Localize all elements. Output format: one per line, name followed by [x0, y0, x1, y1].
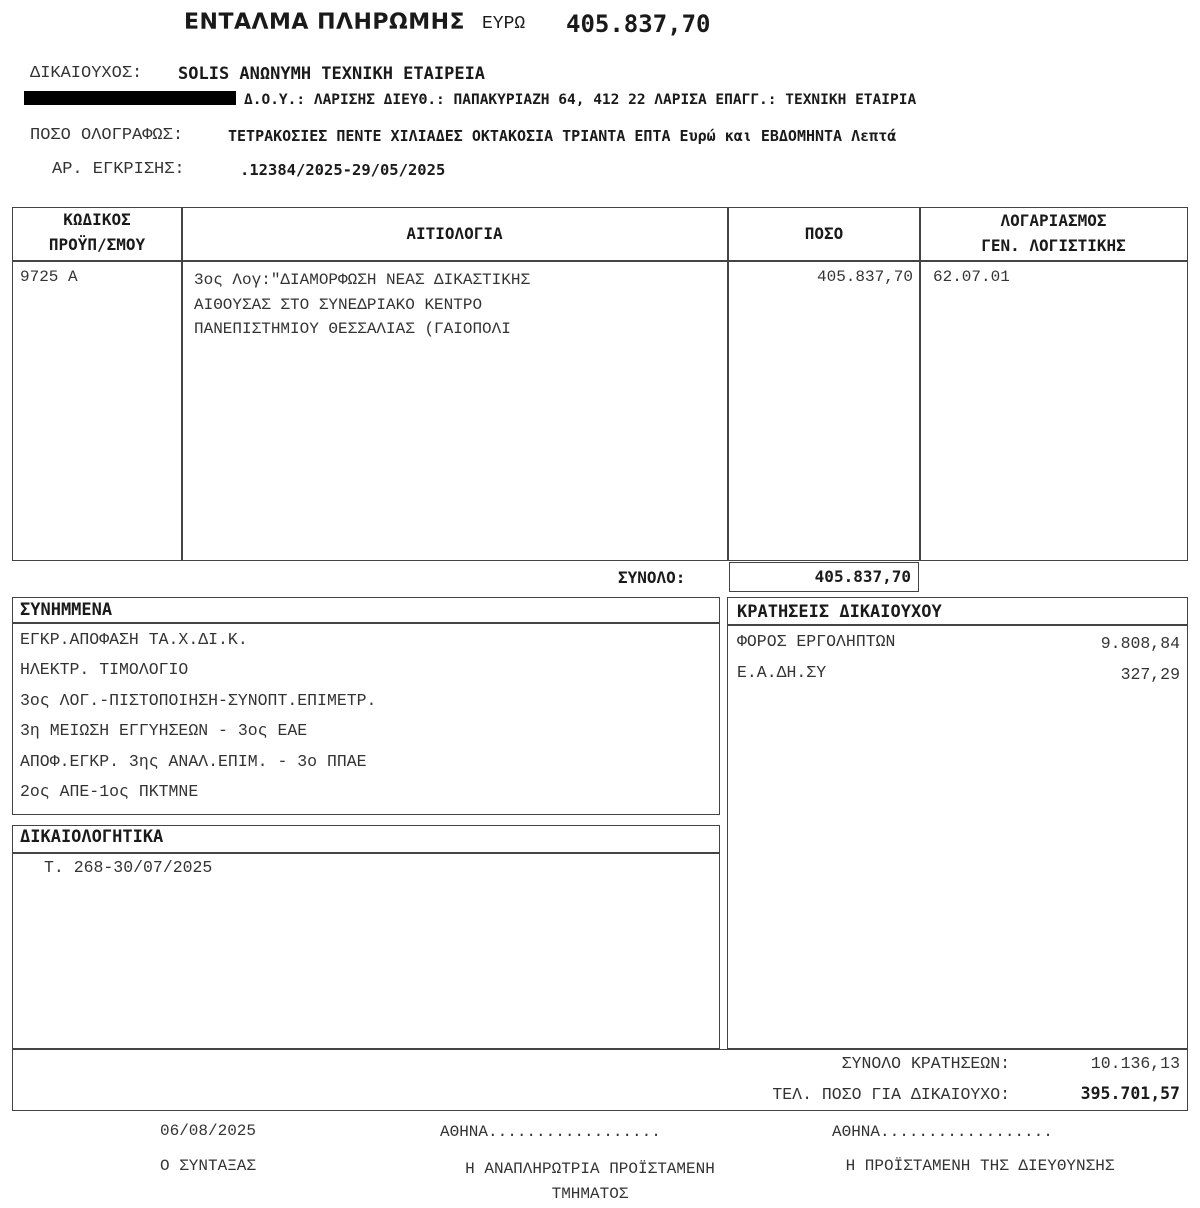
attachment-item: 3η ΜΕΙΩΣΗ ΕΓΓΥΗΣΕΩΝ - 3ος ΕΑΕ: [20, 721, 308, 740]
attachment-item: 2ος ΑΠΕ-1ος ΠΚΤΜΝΕ: [20, 782, 199, 801]
redaction-bar: [24, 91, 236, 105]
total-deductions-label: ΣΥΝΟΛΟ ΚΡΑΤΗΣΕΩΝ:: [841, 1054, 1010, 1073]
net-amount-label: ΤΕΛ. ΠΟΣΟ ΓΙΑ ΔΙΚΑΙΟΥΧΟ:: [772, 1085, 1010, 1104]
deductions-title: ΚΡΑΤΗΣΕΙΣ ΔΙΚΑΙΟΥΧΟΥ: [737, 602, 942, 622]
signature-date: 06/08/2025: [159, 1122, 256, 1140]
signature-deputy-line2: ΤΜΗΜΑΤΟΣ: [551, 1185, 629, 1203]
col-header-code-line2: ΠΡΟΫΠ/ΣΜΟΥ: [48, 235, 146, 254]
signature-deputy: [400, 1157, 780, 1207]
beneficiary-label: ΔΙΚΑΙΟΥΧΟΣ:: [30, 64, 143, 83]
supporting-docs-title: ΔΙΚΑΙΟΛΟΓΗΤΙΚΑ: [20, 827, 164, 847]
col-header-code: [14, 207, 180, 257]
row-reason-line: 3ος Λογ:"ΔΙΑΜΟΡΦΩΣΗ ΝΕΑΣ ΔΙΚΑΣΤΙΚΗΣ: [194, 271, 531, 289]
beneficiary-name: SOLIS ΑΝΩΝΥΜΗ ΤΕΧΝΙΚΗ ΕΤΑΙΡΕΙΑ: [178, 64, 486, 84]
table-col-divider: [181, 207, 183, 561]
signature-place-1: ΑΘΗΝΑ..................: [440, 1123, 661, 1141]
row-account: 62.07.01: [933, 268, 1010, 286]
attachment-item: ΗΛΕΚΤΡ. ΤΙΜΟΛΟΓΙΟ: [20, 660, 189, 679]
amount-words-text: ΤΕΤΡΑΚΟΣΙΕΣ ΠΕΝΤΕ ΧΙΛΙΑΔΕΣ ΟΚΤΑΚΟΣΙΑ ΤΡΙΑΝΤΑ ΕΠΤΑ Ευρώ και ΕΒΔΟΜΗΝΤΑ Λεπτά: [228, 127, 897, 145]
table-total-value: 405.837,70: [814, 567, 911, 586]
table-header-divider: [12, 260, 1188, 262]
col-header-code-line1: ΚΩΔΙΚΟΣ: [63, 210, 131, 229]
attachment-item: ΕΓΚΡ.ΑΠΟΦΑΣΗ ΤΑ.Χ.ΔΙ.Κ.: [20, 630, 248, 649]
col-header-amount: ΠΟΣΟ: [804, 224, 844, 243]
deductions-header-divider: [727, 624, 1188, 626]
amount-words-label: ΠΟΣΟ ΟΛΟΓΡΑΦΩΣ:: [30, 126, 184, 145]
deduction-label: ΦΟΡΟΣ ΕΡΓΟΛΗΠΤΩΝ: [737, 632, 896, 651]
attachments-title: ΣΥΝΗΜΜΕΝΑ: [20, 600, 113, 620]
net-amount-value: 395.701,57: [1080, 1084, 1180, 1103]
row-amount: 405.837,70: [816, 268, 913, 286]
row-reason-line: ΠΑΝΕΠΙΣΤΗΜΙΟΥ ΘΕΣΣΑΛΙΑΣ (ΓΑΙΟΠΟΛΙ: [194, 320, 511, 338]
supporting-docs-header-divider: [12, 852, 720, 854]
document-title: ΕΝΤΑΛΜΑ ΠΛΗΡΩΜΗΣ: [184, 10, 466, 35]
supporting-doc-item: Τ. 268-30/07/2025: [44, 858, 213, 877]
col-header-account-line1: ΛΟΓΑΡΙΑΣΜΟΣ: [1000, 211, 1107, 230]
deduction-value: 9.808,84: [1100, 634, 1180, 653]
beneficiary-details: Δ.Ο.Υ.: ΛΑΡΙΣΗΣ ΔΙΕΥΘ.: ΠΑΠΑΚΥΡΙΑΖΗ 64, 412 22 ΛΑΡΙΣΑ ΕΠΑΓΓ.: ΤΕΧΝΙΚΗ ΕΤΑΙΡΙΑ: [244, 92, 917, 108]
table-col-divider: [919, 207, 921, 561]
currency-label: ΕΥΡΩ: [482, 14, 526, 34]
col-header-account-line2: ΓΕΝ. ΛΟΓΙΣΤΙΚΗΣ: [981, 236, 1126, 255]
col-header-reason: ΑΙΤΙΟΛΟΓΙΑ: [406, 224, 503, 243]
attachments-header-divider: [12, 622, 720, 624]
deduction-value: 327,29: [1120, 665, 1180, 684]
table-col-divider: [727, 207, 729, 561]
approval-label: ΑΡ. ΕΓΚΡΙΣΗΣ:: [52, 160, 185, 179]
signature-director: Η ΠΡΟΪΣΤΑΜΕΝΗ ΤΗΣ ΔΙΕΥΘΥΝΣΗΣ: [845, 1157, 1115, 1175]
header-amount: 405.837,70: [566, 10, 711, 38]
attachment-item: ΑΠΟΦ.ΕΓΚΡ. 3ης ΑΝΑΛ.ΕΠΙΜ. - 3ο ΠΠΑΕ: [20, 752, 367, 771]
approval-value: .12384/2025-29/05/2025: [240, 161, 446, 179]
deduction-label: Ε.Α.ΔΗ.ΣΥ: [737, 663, 827, 682]
attachment-item: 3ος ΛΟΓ.-ΠΙΣΤΟΠΟΙΗΣΗ-ΣΥΝΟΠΤ.ΕΠΙΜΕΤΡ.: [20, 691, 377, 710]
col-header-account: [921, 208, 1186, 258]
table-total-label: ΣΥΝΟΛΟ:: [618, 568, 686, 587]
row-reason: [194, 268, 530, 342]
signature-composer: Ο ΣΥΝΤΑΞΑΣ: [159, 1157, 256, 1175]
signature-deputy-line1: Η ΑΝΑΠΛΗΡΩΤΡΙΑ ΠΡΟΪΣΤΑΜΕΝΗ: [465, 1160, 715, 1178]
row-reason-line: ΑΙΘΟΥΣΑΣ ΣΤΟ ΣΥΝΕΔΡΙΑΚΟ ΚΕΝΤΡΟ: [194, 295, 483, 314]
total-deductions-value: 10.136,13: [1090, 1054, 1180, 1073]
row-code: 9725 Α: [20, 268, 78, 286]
signature-place-2: ΑΘΗΝΑ..................: [832, 1123, 1053, 1141]
